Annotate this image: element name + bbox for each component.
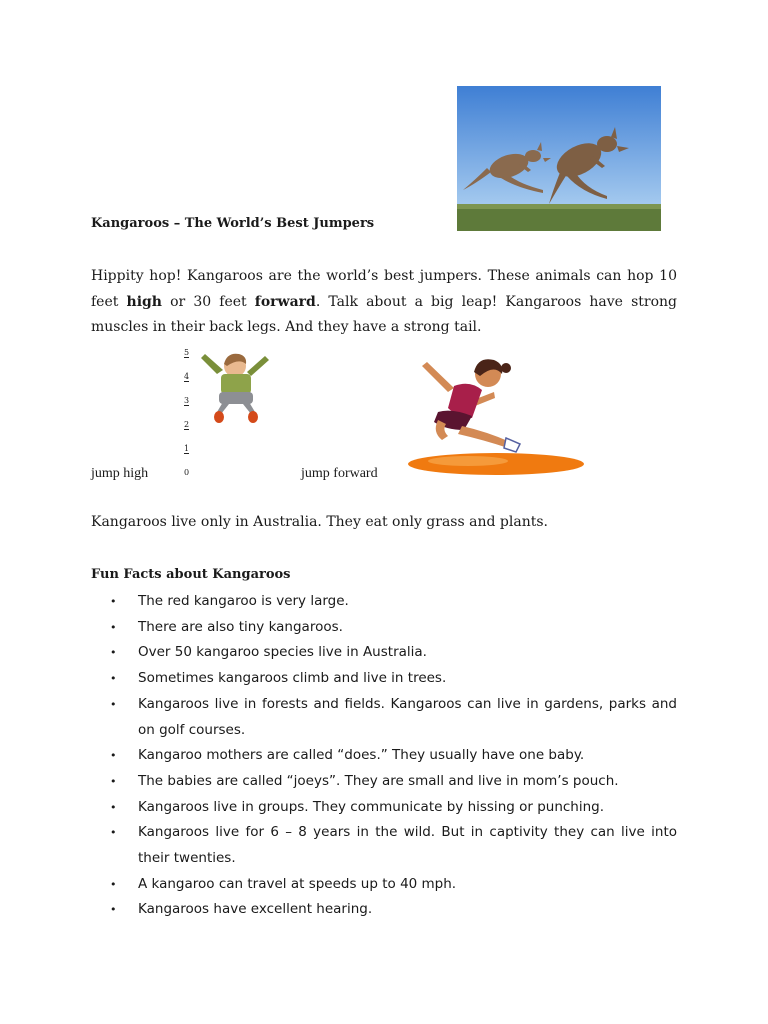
facts-list: [110, 589, 677, 923]
document-title: Kangaroos – The World’s Best Jumpers: [91, 216, 375, 231]
intro-paragraph: [91, 264, 677, 341]
fact-text: The red kangaroo is very large.: [138, 593, 349, 609]
list-item: [110, 769, 677, 795]
kangaroo-photo-icon: [457, 86, 661, 231]
list-item: [110, 615, 677, 641]
list-item: [110, 872, 677, 898]
scale-tick: 0: [184, 468, 190, 477]
caption-jump-high: jump high: [91, 466, 149, 481]
fact-text: Sometimes kangaroos climb and live in trees.: [138, 670, 447, 687]
intro-text-2: or 30 feet: [161, 293, 255, 310]
habitat-paragraph: Kangaroos live only in Australia. They eat only grass and plants.: [91, 514, 548, 530]
scale-tick: 5: [184, 348, 190, 357]
list-item: [110, 589, 677, 615]
fact-text: Kangaroos have excellent hearing.: [138, 901, 373, 918]
fact-text: A kangaroo can travel at speeds up to 40 mph.: [138, 875, 457, 892]
list-item: [110, 692, 677, 743]
intro-bold-high: high: [126, 293, 162, 310]
intro-text-1: Hippity hop! Kangaroos are the world’s best jumpers. These animals can hop 10 feet: [91, 268, 677, 310]
bullet-icon: •: [110, 697, 117, 711]
height-scale: [184, 348, 198, 488]
list-item: [110, 640, 677, 666]
bullet-icon: •: [110, 877, 117, 891]
fact-text: Kangaroos live in groups. They communicate by hissing or punching.: [138, 798, 605, 815]
bullet-icon: •: [110, 646, 117, 660]
bullet-icon: •: [110, 672, 117, 686]
fact-text: The babies are called “joeys”. They are small and live in mom’s pouch.: [138, 772, 619, 789]
bullet-icon: •: [110, 749, 117, 763]
fact-text: Kangaroos live in forests and fields. Kangaroos can live in gardens, parks and on golf courses.: [138, 695, 677, 738]
bullet-icon: •: [110, 774, 117, 788]
bullet-icon: •: [110, 800, 117, 814]
bullet-icon: •: [110, 620, 117, 634]
fact-text: Kangaroos live for 6 – 8 years in the wild. But in captivity they can live into their twenties.: [138, 824, 677, 867]
list-item: [110, 743, 677, 769]
list-item: [110, 897, 677, 923]
scale-tick: 2: [184, 420, 190, 429]
scale-tick: 3: [184, 396, 190, 405]
long-jump-girl-icon: [398, 356, 584, 480]
fact-text: There are also tiny kangaroos.: [138, 618, 343, 635]
jumping-boy-icon: [197, 350, 277, 425]
fact-text: Over 50 kangaroo species live in Australia.: [138, 644, 427, 661]
intro-text-3: . Talk about a big leap! Kangaroos have strong muscles in their back legs. And they have a strong tail.: [91, 293, 677, 335]
fact-text: Kangaroo mothers are called “does.” They usually have one baby.: [138, 747, 585, 764]
caption-jump-forward: jump forward: [301, 466, 378, 481]
scale-tick: 4: [184, 372, 190, 381]
scale-tick: 1: [184, 444, 190, 453]
intro-bold-forward: forward: [254, 293, 316, 310]
bullet-icon: •: [110, 595, 117, 608]
bullet-icon: •: [110, 826, 117, 840]
list-item: [110, 795, 677, 821]
list-item: [110, 820, 677, 871]
facts-heading: Fun Facts about Kangaroos: [91, 567, 291, 582]
bullet-icon: •: [110, 903, 117, 917]
list-item: [110, 666, 677, 692]
